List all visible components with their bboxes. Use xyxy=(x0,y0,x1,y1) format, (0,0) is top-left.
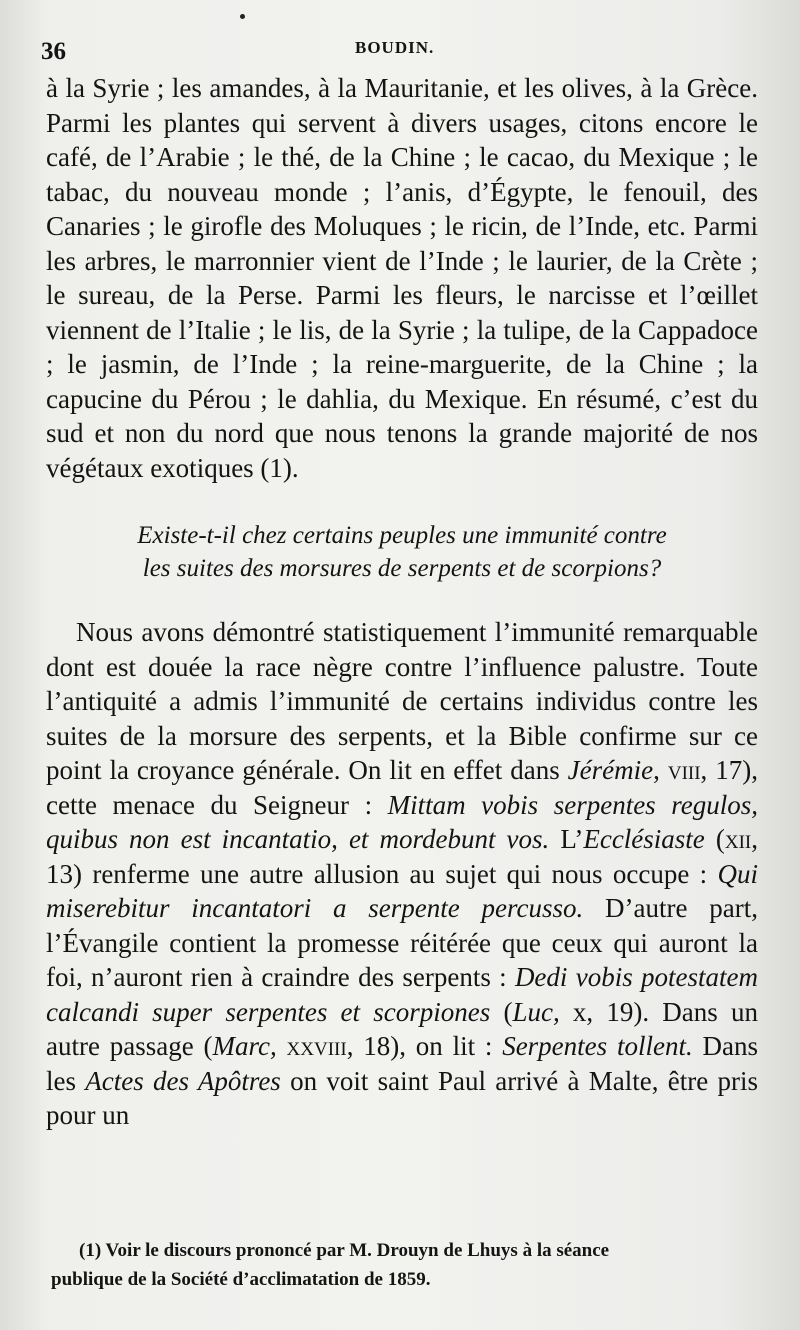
text-run: ( xyxy=(490,996,513,1027)
text-run: , 17), cette menace du Seigneur : xyxy=(46,755,758,820)
text-run: , 18), on lit : xyxy=(346,1031,503,1061)
latin-quote: Dedi vobis potestatem calcandi super serpentes et scorpiones xyxy=(46,962,758,1027)
text-run: , 13) renferme une autre allusion au sujet qui nous occupe : xyxy=(46,824,758,889)
section-heading-line-1: Existe-t-il chez certains peuples une immunité contre xyxy=(137,522,667,549)
paragraph-2 xyxy=(46,615,758,1133)
citation-jeremie: Jérémie xyxy=(567,755,654,785)
section-heading-line-2: les suites des morsures de serpents et de scorpions? xyxy=(142,555,662,582)
footnote xyxy=(51,1236,757,1294)
text-run: x, 19). Dans un autre passage ( xyxy=(46,996,759,1061)
page-number: 36 xyxy=(41,38,66,65)
citation-marc: Marc, xyxy=(212,1031,277,1061)
citation-actes: Actes des Apôtres xyxy=(85,1065,281,1096)
text-run: ( xyxy=(704,824,725,854)
text-run: Nous avons démontré statistiquement l’immunité remarquable dont est douée la race nègre contre l’influence palustre. Toute l’antiquité a admis l’immunité de certains individus contre les suites de la morsure des serpents, et la Bible confirme sur ce point la croyance générale. On lit en effet dans xyxy=(46,617,758,785)
main-text xyxy=(46,71,758,1133)
footnote-line-1: (1) Voir le discours prononcé par M. Drouyn de Lhuys à la séance xyxy=(79,1240,610,1261)
latin-quote: Mittam vobis serpentes regulos, quibus non est incantatio, et mordebunt vos. xyxy=(46,789,758,854)
roman-numeral: viii xyxy=(667,755,701,785)
latin-quote: Serpentes tollent. xyxy=(502,1031,693,1061)
roman-numeral: xxviii xyxy=(286,1031,347,1061)
text-run: on voit saint Paul arrivé à Malte, être pris pour un xyxy=(46,1065,758,1130)
running-head xyxy=(0,32,800,72)
ink-dot xyxy=(240,14,245,19)
footnote-line-2: publique de la Société d’acclimatation de 1859. xyxy=(51,1269,431,1290)
paragraph-1: à la Syrie ; les amandes, à la Mauritanie, et les olives, à la Grèce. Parmi les plantes qui servent à divers usages, citons encore le café, de l’Arabie ; le thé, de la Chine ; le cacao, du Mexique ; le tabac, du nouveau monde ; l’anis, d’Égypte, le fenouil, des Canaries ; le girofle des Moluques ; le ricin, de l’Inde, etc. Parmi les arbres, le marronnier vient de l’Inde ; le laurier, de la Crète ; le sureau, de la Perse. Parmi les fleurs, le narcisse et l’œillet viennent de l’Italie ; le lis, de la Syrie ; la tulipe, de la Cappadoce ; le jasmin, de l’Inde ; la reine-marguerite, de la Chine ; la capucine du Pérou ; le dahlia, du Mexique. En résumé, c’est du sud et non du nord que nous tenons la grande majorité de nos végétaux exotiques (1). xyxy=(46,73,758,483)
text-run: , xyxy=(653,755,668,785)
running-title: BOUDIN. xyxy=(355,38,435,57)
citation-ecclesiaste: Ecclésiaste xyxy=(583,824,705,854)
text-run: D’autre part, l’Évangile contient la promesse réitérée que ceux qui auront la foi, n’auront rien à craindre des serpents : xyxy=(46,893,758,992)
text-run: Dans les xyxy=(46,1031,758,1096)
citation-luc: Luc, xyxy=(512,996,560,1027)
latin-quote: Qui miserebitur incantatori a serpente percusso. xyxy=(46,858,758,923)
section-heading xyxy=(46,519,758,585)
text-run: L’ xyxy=(549,824,584,854)
roman-numeral: xii xyxy=(724,824,752,854)
text-run xyxy=(277,1031,287,1061)
